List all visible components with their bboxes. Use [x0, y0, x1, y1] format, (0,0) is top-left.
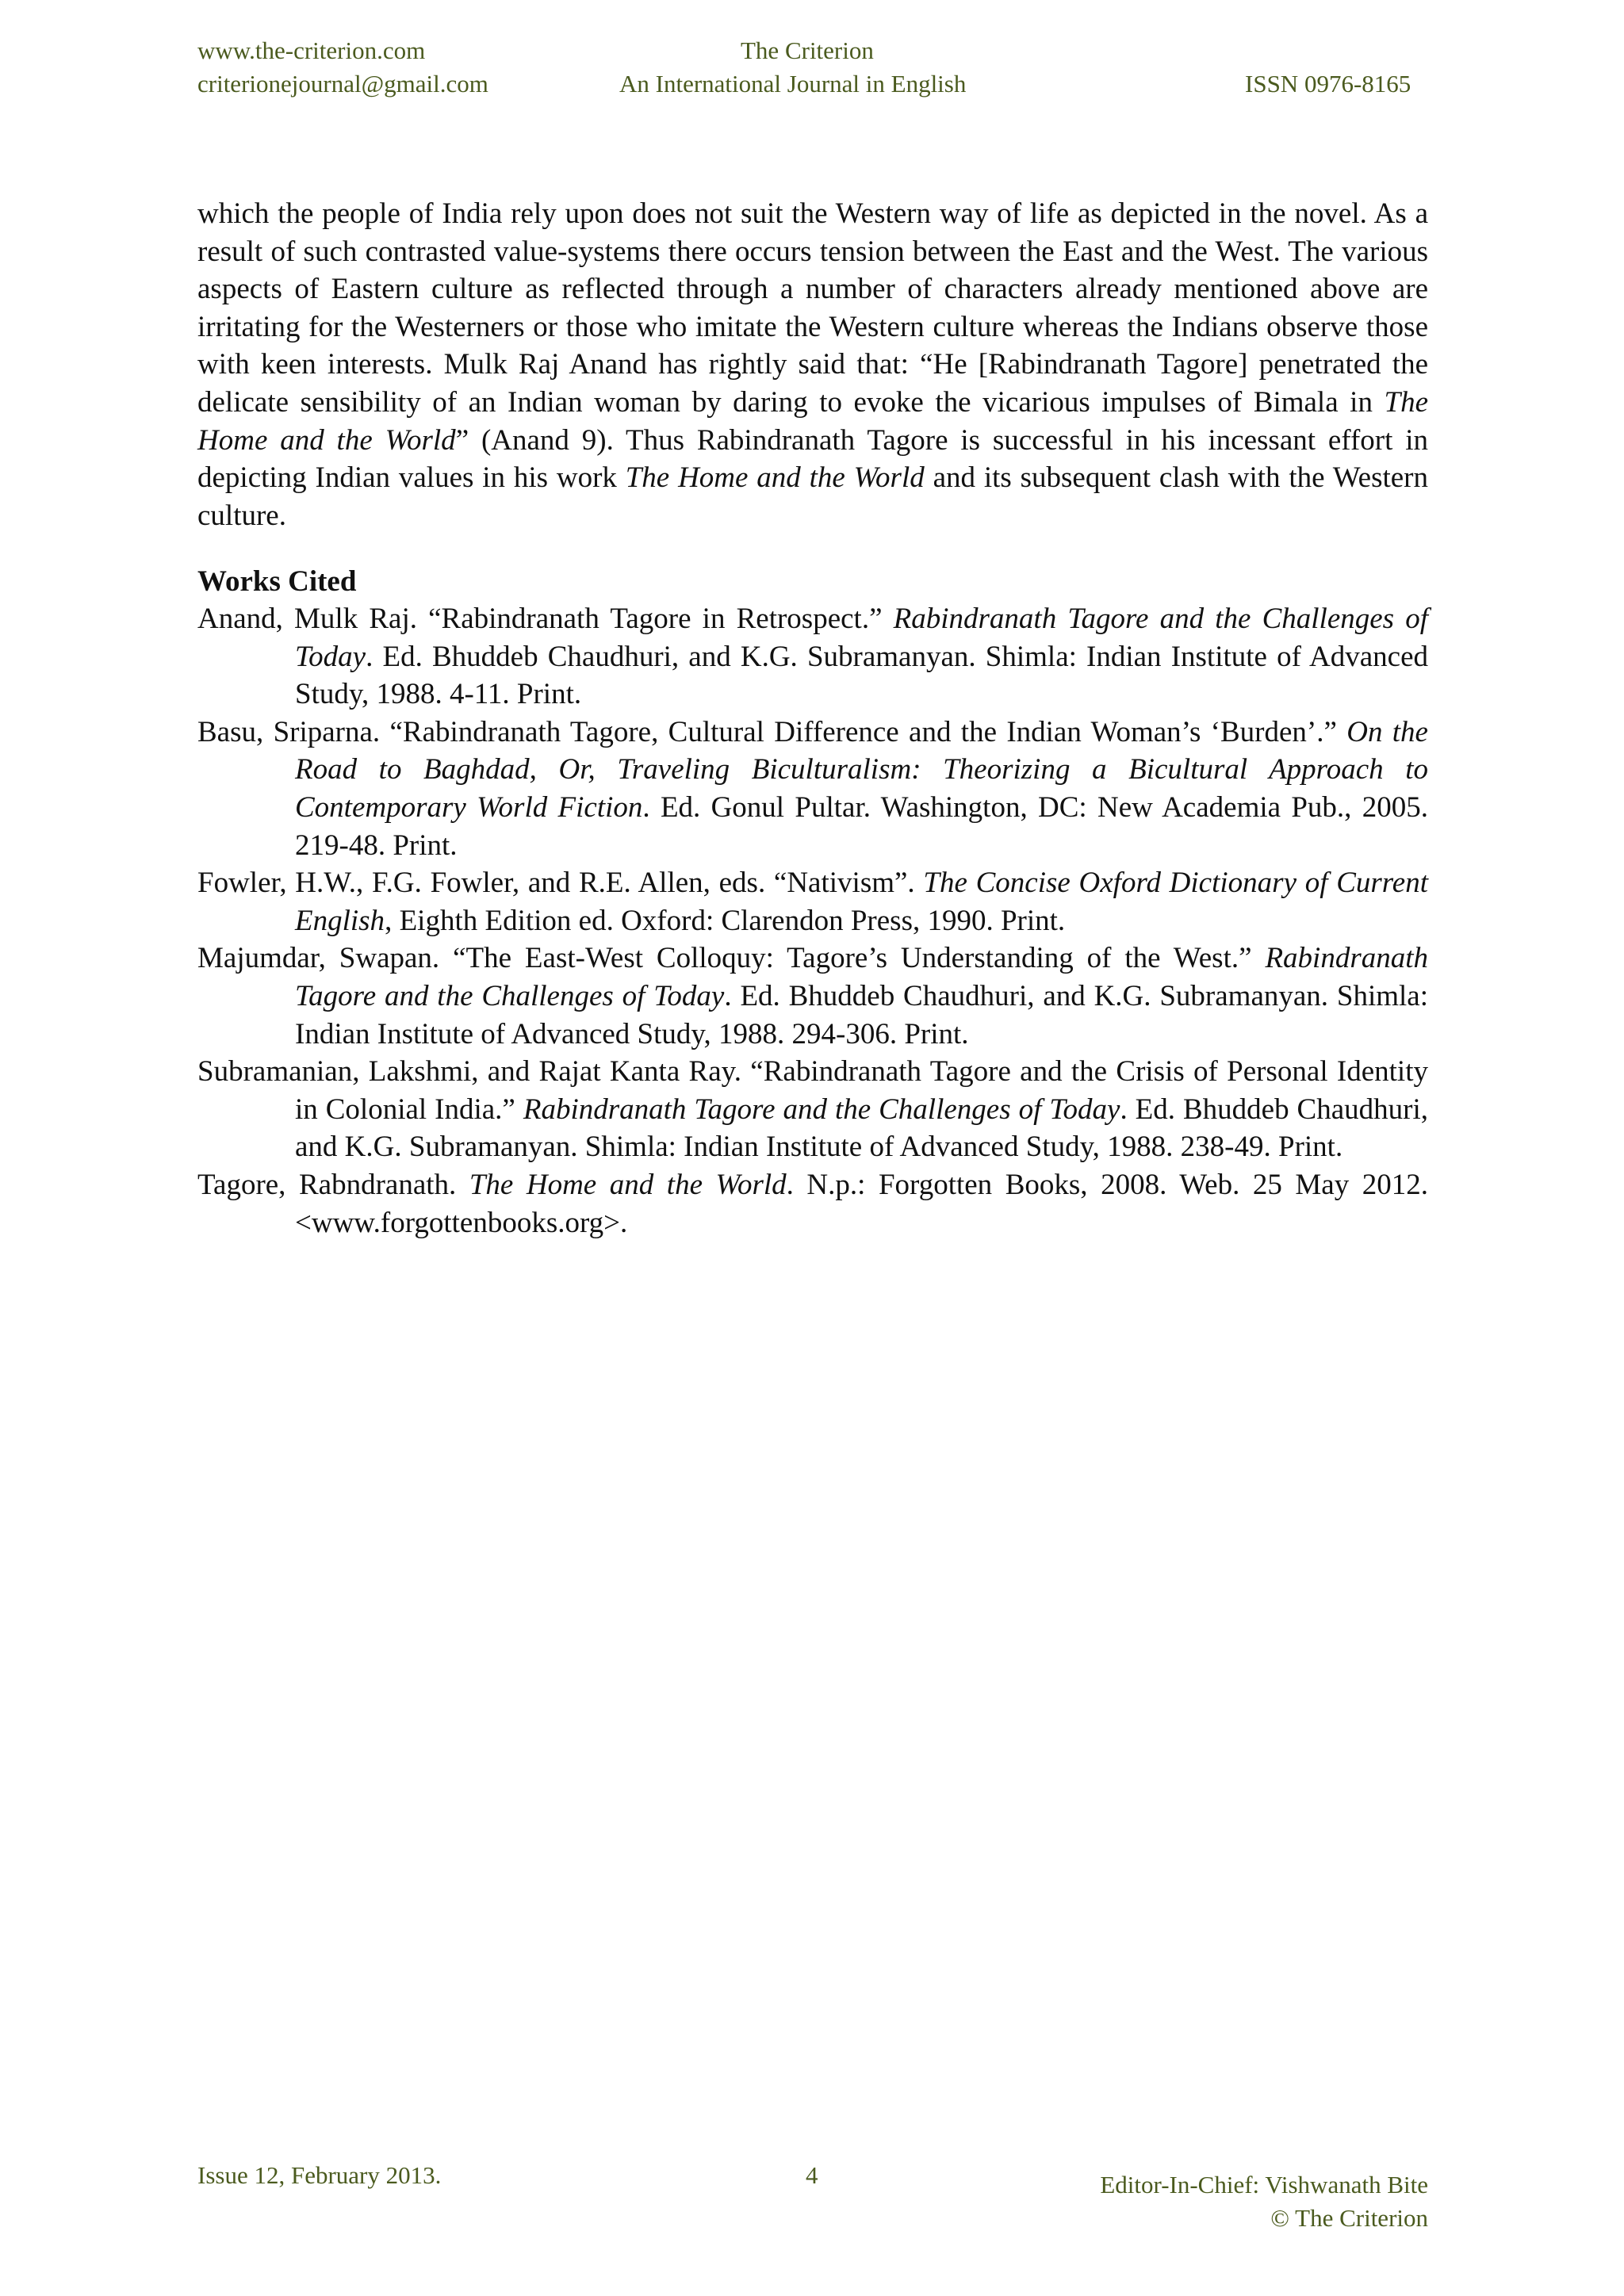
citation-text: . Ed. Bhuddeb Chaudhuri, and K.G. Subramanyan. Shimla: Indian Institute of Advanced Study, 1988. 4-11. Print. — [295, 640, 1428, 711]
works-cited-list — [197, 600, 1428, 1242]
book-title: The Home and the World — [625, 461, 925, 495]
citation-text: . N.p.: Forgotten Books, 2008. Web. 25 May 2012. <www.forgottenbooks.org>. — [295, 1168, 1429, 1239]
header-left — [197, 34, 488, 101]
issue-info: Issue 12, February 2013. — [197, 2161, 442, 2189]
citation-title: Rabindranath Tagore and the Challenges of Today — [295, 603, 1428, 673]
body-text-part: which the people of India rely upon does not suit the Western way of life as depicted in the novel. As a result of such contrasted value-systems there occurs tension between the East and the West. The various aspects of Eastern culture as reflected through a number of characters already mentioned above are irritating for the Westerners or those who imitate the Western culture whereas the Indians observe those with keen interests. Mulk Raj Anand has rightly said that: “He [Rabindranath Tagore] penetrated the delicate sensibility of an Indian woman by daring to evoke the vicarious impulses of Bimala in — [197, 197, 1428, 419]
website-link[interactable]: www.the-criterion.com — [197, 36, 426, 64]
body-text-part: and its subsequent clash with the Western culture. — [197, 461, 1429, 532]
works-cited-heading: Works Cited — [197, 565, 357, 598]
citation-entry — [197, 864, 1428, 939]
citation-text: . Ed. Gonul Pultar. Washington, DC: New Academia Pub., 2005. 219-48. Print. — [295, 790, 1428, 862]
body-text-part: ” (Anand 9). Thus Rabindranath Tagore is successful in his incessant effort in depicting Indian values in his work — [197, 423, 1428, 495]
page-number: 4 — [806, 2161, 818, 2189]
citation-title: Rabindranath Tagore and the Challenges of Today — [523, 1093, 1120, 1126]
citation-text: Tagore, Rabndranath. — [197, 1168, 469, 1201]
footer-right — [1100, 2168, 1428, 2235]
citation-text: Fowler, H.W., F.G. Fowler, and R.E. Allen, eds. “Nativism”. — [197, 867, 924, 900]
citation-title: The Concise Oxford Dictionary of Current English — [295, 867, 1429, 937]
citation-entry — [197, 714, 1428, 864]
citation-entry — [197, 1166, 1428, 1242]
email-link[interactable]: criterionejournal@gmail.com — [197, 70, 488, 98]
citation-title: On the Road to Baghdad, Or, Traveling Biculturalism: Theorizing a Bicultural Approach to Contemporary World Fiction — [295, 715, 1428, 824]
journal-subtitle: An International Journal in English — [619, 70, 967, 98]
citation-entry — [197, 1053, 1428, 1166]
body-paragraph — [197, 195, 1428, 534]
issn-number: ISSN 0976-8165 — [1245, 70, 1411, 98]
citation-entry — [197, 600, 1428, 714]
citation-text: . Ed. Bhuddeb Chaudhuri, and K.G. Subramanyan. Shimla: Indian Institute of Advanced Study, 1988. 238-49. Print. — [295, 1093, 1429, 1164]
citation-text: Majumdar, Swapan. “The East-West Colloquy: Tagore’s Understanding of the West.” — [197, 942, 1266, 975]
citation-entry — [197, 939, 1428, 1053]
citation-title: The Home and the World — [469, 1168, 787, 1201]
citation-title: Rabindranath Tagore and the Challenges of Today — [295, 942, 1428, 1012]
journal-title: The Criterion — [741, 36, 874, 64]
citation-text: Anand, Mulk Raj. “Rabindranath Tagore in Retrospect.” — [197, 603, 894, 635]
citation-text: Subramanian, Lakshmi, and Rajat Kanta Ray. “Rabindranath Tagore and the Crisis of Personal Identity in Colonial India.” — [197, 1055, 1428, 1126]
citation-text: . Ed. Bhuddeb Chaudhuri, and K.G. Subramanyan. Shimla: Indian Institute of Advanced Study, 1988. 294-306. Print. — [295, 979, 1428, 1050]
book-title: The Home and the World — [197, 385, 1428, 457]
copyright-notice: © The Criterion — [1270, 2204, 1428, 2232]
editor-credit: Editor-In-Chief: Vishwanath Bite — [1100, 2171, 1428, 2198]
citation-text: , Eighth Edition ed. Oxford: Clarendon Press, 1990. Print. — [385, 904, 1066, 937]
citation-text: Basu, Sriparna. “Rabindranath Tagore, Cultural Difference and the Indian Woman’s ‘Burden’.” — [197, 715, 1347, 748]
